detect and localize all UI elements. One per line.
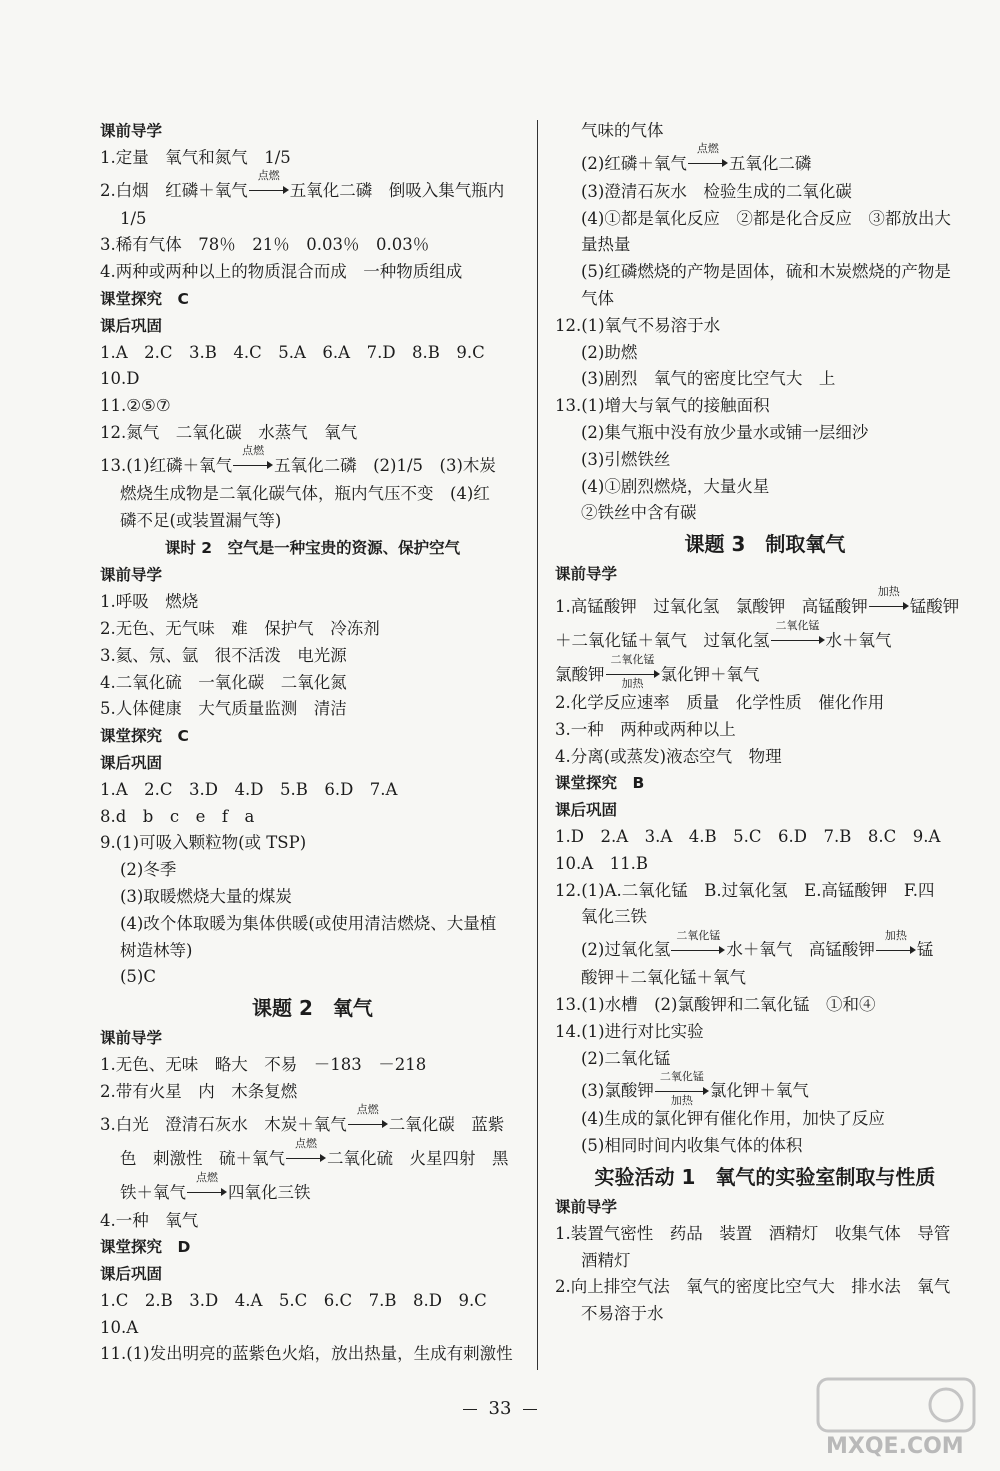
reaction-arrow: 二氧化锰 bbox=[771, 634, 825, 648]
reaction-arrow: 二氧化锰 bbox=[671, 944, 725, 958]
reaction-arrow: 加热 bbox=[869, 600, 909, 614]
answer-line: 4.一种 氧气 bbox=[100, 1210, 199, 1230]
answer-line: 1.A 2.C 3.D 4.D 5.B 6.D 7.A bbox=[100, 779, 398, 799]
lesson-title: 课题 2 氧气 bbox=[252, 996, 373, 1021]
answer-line: 10.D bbox=[100, 369, 140, 389]
answer-line: 2.向上排空气法 氧气的密度比空气大 排水法 氧气 bbox=[555, 1277, 951, 1297]
answer-line: 1.D 2.A 3.A 4.B 5.C 6.D 7.B 8.C 9.A bbox=[555, 826, 941, 846]
answer-line: (3)引燃铁丝 bbox=[581, 449, 671, 469]
answer-line: (4)改个体取暖为集体供暖(或使用清洁燃烧、大量植 bbox=[120, 913, 497, 933]
answer-line: (2)助燃 bbox=[581, 342, 638, 362]
answer-line: 9.(1)可吸入颗粒物(或 TSP) bbox=[100, 833, 307, 853]
answer-line: 11.(1)发出明亮的蓝紫色火焰，放出热量，生成有刺激性 bbox=[100, 1344, 513, 1364]
answer-line: (3)剧烈 氧气的密度比空气大 上 bbox=[581, 369, 836, 389]
answer-line: 2.化学反应速率 质量 化学性质 催化作用 bbox=[555, 692, 885, 712]
answer-line: 11.②⑤⑦ bbox=[100, 396, 171, 416]
column-divider bbox=[537, 120, 538, 1370]
answer-line: 3.稀有气体 78％ 21％ 0.03％ 0.03％ bbox=[100, 235, 430, 255]
watermark-logo-icon bbox=[812, 1375, 980, 1461]
answer-line: 10.A bbox=[100, 1317, 139, 1337]
answer-line: 1.高锰酸钾 过氧化氢 氯酸钾 高锰酸钾 加热 锰酸钾 bbox=[555, 585, 960, 616]
answer-line: (4)①剧烈燃烧，大量火星 bbox=[581, 476, 770, 496]
answer-line: 1.A 2.C 3.B 4.C 5.A 6.A 7.D 8.B 9.C bbox=[100, 342, 485, 362]
answer-line: (5)C bbox=[120, 967, 156, 987]
lesson-title: 课题 3 制取氧气 bbox=[684, 532, 846, 557]
answer-line: (5)相同时间内收集气体的体积 bbox=[581, 1136, 803, 1156]
section-heading: 课堂探究 D bbox=[100, 1238, 191, 1257]
reaction-arrow: 二氧化锰 加热 bbox=[655, 1085, 709, 1099]
answer-line: 酸钾＋二氧化锰＋氧气 bbox=[581, 968, 746, 988]
section-heading: 课后巩固 bbox=[100, 316, 163, 335]
answer-line: (5)红磷燃烧的产物是固体，硫和木炭燃烧的产物是 bbox=[581, 262, 951, 282]
section-heading: 课后巩固 bbox=[100, 1265, 163, 1284]
right-column bbox=[555, 118, 975, 1328]
reaction-arrow: 点燃 bbox=[233, 459, 273, 473]
answer-line: 14.(1)进行对比实验 bbox=[555, 1021, 704, 1041]
answer-line: 1.装置气密性 药品 装置 酒精灯 收集气体 导管 bbox=[555, 1223, 951, 1243]
left-column bbox=[100, 118, 525, 1368]
answer-line: 氧化三铁 bbox=[581, 907, 647, 927]
answer-line: 1.呼吸 燃烧 bbox=[100, 592, 199, 612]
answer-line: (2)过氧化氢 二氧化锰 水＋氧气 高锰酸钾 加热 锰 bbox=[581, 928, 934, 960]
answer-line: 2.带有火星 内 木条复燃 bbox=[100, 1081, 298, 1101]
answer-line: 12.(1)氧气不易溶于水 bbox=[555, 315, 721, 335]
answer-line: 10.A 11.B bbox=[555, 853, 649, 873]
answer-line: 4.两种或两种以上的物质混合而成 一种物质组成 bbox=[100, 262, 463, 282]
section-heading: 课堂探究 B bbox=[555, 774, 645, 793]
answer-line: 1.无色、无味 略大 不易 －183 －218 bbox=[100, 1054, 427, 1074]
answer-line: 3.氦、氖、氩 很不活泼 电光源 bbox=[100, 645, 347, 665]
lesson-title: 课时 2 空气是一种宝贵的资源、保护空气 bbox=[164, 539, 461, 558]
lesson-title: 实验活动 1 氧气的实验室制取与性质 bbox=[594, 1164, 936, 1189]
reaction-arrow: 点燃 bbox=[688, 157, 728, 171]
answer-line: (3)澄清石灰水 检验生成的二氧化碳 bbox=[581, 181, 852, 201]
answer-line: 12.(1)A.二氧化锰 B.过氧化氢 E.高锰酸钾 F.四 bbox=[555, 880, 935, 900]
answer-line: 色 刺激性 硫＋氧气 点燃 二氧化硫 火星四射 黑 bbox=[120, 1137, 509, 1168]
answer-line: 3.一种 两种或两种以上 bbox=[555, 719, 736, 739]
answer-line: (2)二氧化锰 bbox=[581, 1048, 671, 1068]
answer-line: 1.C 2.B 3.D 4.A 5.C 6.C 7.B 8.D 9.C bbox=[100, 1290, 487, 1310]
reaction-arrow: 点燃 bbox=[249, 184, 289, 198]
answer-line: 13.(1)增大与氧气的接触面积 bbox=[555, 396, 770, 416]
answer-line: (3)取暖燃烧大量的煤炭 bbox=[120, 886, 292, 906]
section-heading: 课前导学 bbox=[100, 1029, 163, 1048]
answer-line: 气味的气体 bbox=[581, 121, 664, 140]
section-heading: 课前导学 bbox=[100, 122, 163, 140]
section-heading: 课堂探究 C bbox=[100, 727, 189, 746]
section-heading: 课后巩固 bbox=[555, 801, 618, 820]
answer-line: 1.定量 氧气和氮气 1/5 bbox=[100, 147, 291, 167]
reaction-arrow: 点燃 bbox=[348, 1118, 388, 1132]
answer-line: (2)集气瓶中没有放少量水或铺一层细沙 bbox=[581, 422, 869, 442]
answer-line: 4.分离(或蒸发)液态空气 物理 bbox=[555, 746, 782, 766]
answer-line: 13.(1)红磷＋氧气 点燃 五氧化二磷 (2)1/5 (3)木炭 bbox=[100, 444, 496, 475]
reaction-arrow: 点燃 bbox=[187, 1186, 227, 1200]
answer-line: 酒精灯 bbox=[581, 1250, 631, 1270]
section-heading: 课前导学 bbox=[100, 566, 163, 585]
answer-line: 不易溶于水 bbox=[581, 1304, 664, 1324]
answer-line: 量热量 bbox=[581, 235, 631, 255]
page-number: 33 bbox=[0, 1398, 1000, 1419]
answer-line: 燃烧生成物是二氧化碳气体，瓶内气压不变 (4)红 bbox=[120, 483, 490, 503]
answer-line: 3.白光 澄清石灰水 木炭＋氧气 点燃 二氧化碳 蓝紫 bbox=[100, 1103, 505, 1134]
answer-line: (4)生成的氯化钾有催化作用，加快了反应 bbox=[581, 1109, 885, 1129]
watermark-text: MXQE.COM bbox=[826, 1434, 964, 1459]
reaction-arrow: 二氧化锰 加热 bbox=[606, 668, 660, 682]
answer-line: 磷不足(或装置漏气等) bbox=[120, 510, 282, 530]
section-heading: 课前导学 bbox=[555, 565, 618, 584]
answer-line: 2.白烟 红磷＋氧气 点燃 五氧化二磷 倒吸入集气瓶内 bbox=[100, 169, 505, 200]
reaction-arrow: 加热 bbox=[876, 944, 916, 958]
section-heading: 课堂探究 C bbox=[100, 289, 189, 308]
answer-line: 氯酸钾 二氧化锰 加热 氯化钾＋氧气 bbox=[555, 653, 760, 691]
answer-line: 气体 bbox=[581, 288, 614, 308]
answer-line: 2.无色、无气味 难 保护气 冷冻剂 bbox=[100, 618, 380, 638]
answer-line: ②铁丝中含有碳 bbox=[581, 503, 697, 523]
answer-line: 铁＋氧气 点燃 四氧化三铁 bbox=[120, 1171, 311, 1202]
reaction-arrow: 点燃 bbox=[286, 1152, 326, 1166]
answer-line: ＋二氧化锰＋氧气 过氧化氢 二氧化锰 水＋氧气 bbox=[555, 619, 892, 650]
answer-line: (2)红磷＋氧气 点燃 五氧化二磷 bbox=[581, 142, 812, 173]
section-heading: 课前导学 bbox=[555, 1197, 618, 1216]
answer-line: 12.氮气 二氧化碳 水蒸气 氧气 bbox=[100, 422, 358, 442]
answer-line: (2)冬季 bbox=[120, 860, 177, 880]
answer-line: 5.人体健康 大气质量监测 清洁 bbox=[100, 699, 347, 719]
answer-line: (4)①都是氧化反应 ②都是化合反应 ③都放出大 bbox=[581, 208, 951, 228]
answer-line: (3)氯酸钾 二氧化锰 加热 氯化钾＋氧气 bbox=[581, 1069, 809, 1107]
answer-line: 13.(1)水槽 (2)氯酸钾和二氧化锰 ①和④ bbox=[555, 994, 876, 1014]
answer-line: 树造林等) bbox=[120, 940, 193, 960]
answer-line: 8.d b c e f a bbox=[100, 806, 255, 826]
section-heading: 课后巩固 bbox=[100, 753, 163, 772]
answer-line: 4.二氧化硫 一氧化碳 二氧化氮 bbox=[100, 672, 347, 692]
answer-line: 1/5 bbox=[120, 208, 147, 228]
